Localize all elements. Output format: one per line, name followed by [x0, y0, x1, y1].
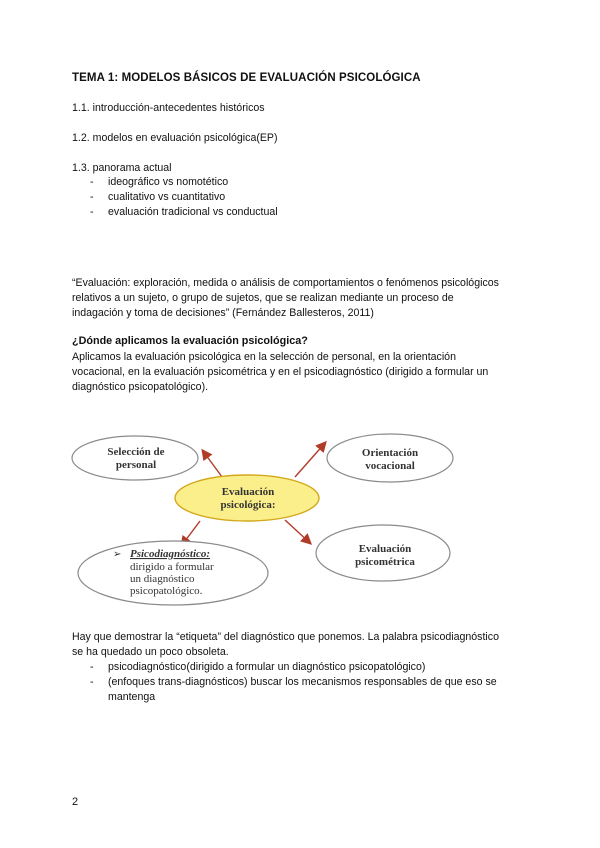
toc-section-3: 1.3. panorama actual — [72, 162, 172, 174]
question-line: Aplicamos la evaluación psicológica en la selección de personal, en la orientación — [72, 351, 456, 363]
closing-line: Hay que demostrar la “etiqueta” del diagnóstico que ponemos. La palabra psicodiagnóstico — [72, 631, 499, 643]
list-dash: - — [90, 676, 94, 688]
arrow-bullet-icon: ➢ — [113, 549, 122, 560]
page-number: 2 — [72, 796, 79, 808]
seleccion-ellipse — [72, 436, 198, 480]
list-dash: - — [90, 206, 94, 218]
list-dash: - — [90, 191, 94, 203]
toc-section-1: 1.1. introducción-antecedentes históricos — [72, 102, 265, 114]
psicodiagnostico-title: Psicodiagnóstico: — [130, 548, 211, 560]
arrow-to-orientacion — [295, 443, 325, 477]
psicometrica-label: Evaluación — [358, 543, 412, 555]
list-item: psicodiagnóstico(dirigido a formular un diagnóstico psicopatológico) — [108, 661, 426, 673]
list-item: (enfoques trans-diagnósticos) buscar los mecanismos responsables de que eso se — [108, 676, 497, 688]
list-item: ideográfico vs nomotético — [108, 176, 229, 188]
list-item-continuation: mantenga — [108, 691, 156, 703]
question-heading: ¿Dónde aplicamos la evaluación psicológica? — [72, 335, 308, 347]
center-label: Evaluación — [221, 486, 275, 498]
psicodiagnostico-text: dirigido a formular — [130, 561, 214, 573]
question-line: diagnóstico psicopatológico). — [72, 381, 209, 393]
psicometrica-label: psicométrica — [355, 556, 415, 568]
orientacion-label: vocacional — [365, 460, 415, 472]
definition-line: “Evaluación: exploración, medida o análisis de comportamientos o fenómenos psicológicos — [72, 277, 499, 289]
center-ellipse — [175, 475, 319, 521]
psicodiagnostico-text: un diagnóstico — [130, 573, 195, 585]
list-dash: - — [90, 176, 94, 188]
arrow-to-psicometrica — [285, 520, 310, 543]
closing-line: se ha quedado un poco obsoleta. — [72, 646, 229, 658]
seleccion-label: personal — [115, 459, 157, 471]
definition-line: indagación y toma de decisiones” (Fernández Ballesteros, 2011) — [72, 307, 374, 319]
seleccion-label: Selección de — [107, 446, 165, 458]
toc-section-2: 1.2. modelos en evaluación psicológica(EP) — [72, 132, 278, 144]
list-dash: - — [90, 661, 94, 673]
center-label: psicológica: — [220, 499, 276, 511]
list-item: cualitativo vs cuantitativo — [108, 191, 226, 203]
list-item: evaluación tradicional vs conductual — [108, 206, 278, 218]
definition-line: relativos a un sujeto, o grupo de sujetos, que se realizan mediante un proceso de — [72, 292, 454, 304]
question-line: vocacional, en la evaluación psicométrica y en el psicodiagnóstico (dirigido a formular un — [72, 366, 489, 378]
page-title: TEMA 1: MODELOS BÁSICOS DE EVALUACIÓN PSICOLÓGICA — [72, 72, 421, 84]
evaluation-diagram — [70, 425, 510, 615]
psicodiagnostico-text: psicopatológico. — [130, 585, 203, 597]
orientacion-label: Orientación — [361, 447, 419, 459]
